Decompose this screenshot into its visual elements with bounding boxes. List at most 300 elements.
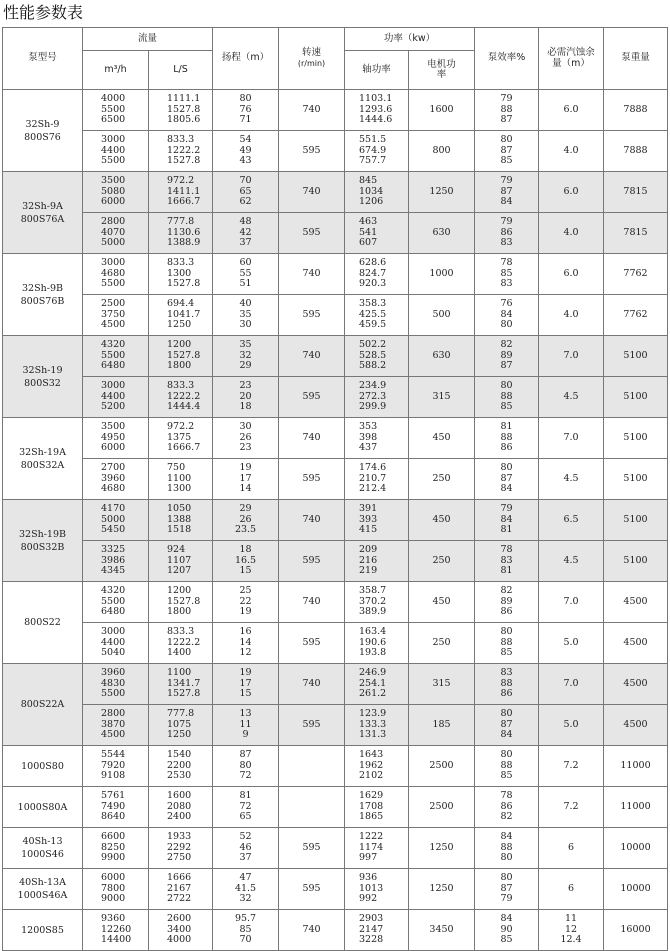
flow-m3h-cell-value: 6500: [101, 114, 126, 126]
npsh-cell: [539, 213, 604, 254]
head-cell-value: 15: [239, 565, 252, 577]
shaft-power-cell-value: 1034: [359, 185, 384, 197]
npsh-cell: [539, 459, 604, 500]
header-flow-m3h: m³/h: [83, 51, 149, 90]
shaft-power-cell-value: 437: [359, 442, 378, 454]
flow-ls-cell-value: 1527.8: [167, 155, 201, 167]
flow-m3h-cell-value: 4000: [101, 93, 126, 105]
pump-model-name: 800S32A: [20, 459, 65, 471]
head-cell-value: 71: [239, 114, 252, 126]
flow-ls-cell: [149, 90, 213, 131]
head-cell-value: 80: [239, 759, 252, 771]
shaft-power-cell-value: 1629: [359, 790, 384, 802]
motor-power-cell: 2500: [409, 746, 475, 787]
flow-ls-cell: [149, 213, 213, 254]
flow-ls-cell-value: 1411.1: [167, 185, 201, 197]
flow-ls-cell: [149, 582, 213, 623]
flow-ls-cell-value: 1933: [167, 831, 192, 843]
head-cell: [213, 828, 279, 869]
head-cell-value: 55: [239, 267, 252, 279]
efficiency-cell-value: 81: [500, 565, 513, 577]
shaft-power-cell: [345, 213, 409, 254]
shaft-power-cell-value: 272.3: [359, 390, 387, 402]
flow-ls-cell-value: 1800: [167, 606, 192, 618]
flow-m3h-cell-value: 4345: [101, 565, 126, 577]
flow-ls-cell-value: 1100: [167, 667, 192, 679]
table-row: [3, 213, 668, 254]
shaft-power-cell-value: 628.6: [359, 257, 387, 269]
head-cell-value: 40: [239, 298, 252, 310]
table-row: [3, 541, 668, 582]
npsh-cell: [539, 869, 604, 910]
table-row: [3, 172, 668, 213]
motor-power-cell: 250: [409, 459, 475, 500]
shaft-power-cell: [345, 172, 409, 213]
npsh-cell-value: 5.0: [563, 636, 579, 648]
head-cell: [213, 295, 279, 336]
head-cell-value: 95.7: [234, 913, 257, 925]
flow-m3h-cell: [83, 254, 149, 295]
npsh-cell-value: 7.0: [563, 349, 579, 361]
pump-model-name: 32Sh-9B: [22, 282, 63, 294]
head-cell-value: 30: [239, 421, 252, 433]
weight-cell: 7762: [604, 254, 668, 295]
npsh-cell-value: 4.0: [563, 308, 579, 320]
shaft-power-cell-value: 219: [359, 565, 378, 577]
flow-m3h-cell-value: 14400: [101, 934, 132, 946]
shaft-power-cell-value: 1865: [359, 811, 384, 823]
weight-cell: 7815: [604, 172, 668, 213]
head-cell-value: 26: [239, 431, 252, 443]
weight-cell: 4500: [604, 705, 668, 746]
header-flow: 流量: [83, 28, 213, 51]
weight-cell: 5100: [604, 377, 668, 418]
shaft-power-cell-value: 393: [359, 513, 378, 525]
shaft-power-cell-value: 234.9: [359, 380, 387, 392]
head-cell: [213, 869, 279, 910]
shaft-power-cell-value: 502.2: [359, 339, 387, 351]
npsh-cell: [539, 90, 604, 131]
flow-m3h-cell-value: 6480: [101, 360, 126, 372]
flow-m3h-cell-value: 3500: [101, 421, 126, 433]
table-row: [3, 418, 668, 459]
flow-m3h-cell: [83, 746, 149, 787]
flow-m3h-cell-value: 3325: [101, 544, 126, 556]
head-cell-value: 19: [239, 606, 252, 618]
flow-ls-cell-value: 1375: [167, 431, 192, 443]
npsh-cell: [539, 623, 604, 664]
efficiency-cell: [475, 500, 539, 541]
shaft-power-cell-value: 391: [359, 503, 378, 515]
flow-ls-cell: [149, 787, 213, 828]
head-cell: [213, 131, 279, 172]
shaft-power-cell: [345, 582, 409, 623]
flow-ls-cell-value: 1805.6: [167, 114, 201, 126]
shaft-power-cell-value: 299.9: [359, 401, 387, 413]
head-cell-value: 65: [239, 811, 252, 823]
pump-model: [3, 582, 83, 664]
speed-cell: 595: [279, 295, 345, 336]
flow-m3h-cell-value: 3000: [101, 257, 126, 269]
flow-ls-cell-value: 2530: [167, 770, 192, 782]
flow-m3h-cell-value: 7800: [101, 882, 126, 894]
npsh-cell-value: 11: [564, 913, 578, 925]
head-cell-value: 60: [239, 257, 252, 269]
shaft-power-cell: [345, 869, 409, 910]
flow-ls-cell-value: 833.3: [167, 257, 195, 269]
npsh-cell: [539, 500, 604, 541]
efficiency-cell-value: 88: [500, 103, 513, 115]
flow-m3h-cell-value: 4400: [101, 636, 126, 648]
efficiency-cell-value: 87: [500, 114, 513, 126]
shaft-power-cell-value: 353: [359, 421, 378, 433]
head-cell: [213, 541, 279, 582]
shaft-power-cell-value: 997: [359, 852, 378, 864]
npsh-cell: [539, 746, 604, 787]
shaft-power-cell-value: 541: [359, 226, 378, 238]
head-cell-value: 62: [239, 196, 252, 208]
shaft-power-cell-value: 992: [359, 893, 378, 905]
flow-ls-cell-value: 2292: [167, 841, 192, 853]
shaft-power-cell-value: 209: [359, 544, 378, 556]
head-cell-value: 23: [239, 380, 252, 392]
head-cell-value: 48: [239, 216, 252, 228]
shaft-power-cell-value: 190.6: [359, 636, 387, 648]
npsh-cell-value: 6.5: [563, 513, 579, 525]
flow-ls-cell: [149, 746, 213, 787]
flow-m3h-cell: [83, 664, 149, 705]
shaft-power-cell: [345, 910, 409, 951]
efficiency-cell-value: 86: [500, 442, 513, 454]
flow-m3h-cell: [83, 910, 149, 951]
speed-cell: 595: [279, 828, 345, 869]
efficiency-cell-value: 86: [500, 226, 513, 238]
npsh-cell: [539, 705, 604, 746]
shaft-power-cell-value: 133.3: [359, 718, 387, 730]
flow-m3h-cell-value: 6480: [101, 606, 126, 618]
flow-ls-cell-value: 1300: [167, 267, 192, 279]
efficiency-cell-value: 83: [500, 667, 513, 679]
shaft-power-cell-value: 1444.6: [359, 114, 393, 126]
weight-cell: 5100: [604, 459, 668, 500]
motor-power-cell: 1250: [409, 828, 475, 869]
pump-model-name: 1200S85: [21, 924, 64, 936]
motor-power-cell: 3450: [409, 910, 475, 951]
performance-table: [2, 27, 668, 951]
flow-m3h-cell-value: 3000: [101, 626, 126, 638]
pump-model: [3, 336, 83, 418]
efficiency-cell: [475, 910, 539, 951]
flow-ls-cell-value: 1041.7: [167, 308, 201, 320]
shaft-power-cell-value: 210.7: [359, 472, 387, 484]
flow-m3h-cell: [83, 541, 149, 582]
flow-ls-cell-value: 1388.9: [167, 237, 201, 249]
motor-power-cell: 185: [409, 705, 475, 746]
shaft-power-cell-value: 2102: [359, 770, 384, 782]
efficiency-cell-value: 80: [500, 708, 513, 720]
speed-cell: 595: [279, 869, 345, 910]
efficiency-cell-value: 87: [500, 144, 513, 156]
head-cell-value: 35: [239, 308, 252, 320]
shaft-power-cell: [345, 254, 409, 295]
npsh-cell-value: 6.0: [563, 267, 579, 279]
motor-power-cell: 250: [409, 623, 475, 664]
efficiency-cell: [475, 418, 539, 459]
head-cell-value: 80: [239, 93, 252, 105]
flow-m3h-cell-value: 5200: [101, 401, 126, 413]
speed-cell: 595: [279, 377, 345, 418]
flow-ls-cell-value: 1527.8: [167, 595, 201, 607]
efficiency-cell-value: 87: [500, 718, 513, 730]
header-flow-ls: L/S: [149, 51, 213, 90]
flow-m3h-cell: [83, 377, 149, 418]
shaft-power-cell-value: 358.7: [359, 585, 387, 597]
efficiency-cell-value: 78: [500, 544, 513, 556]
flow-m3h-cell-value: 6000: [101, 872, 126, 884]
efficiency-cell-value: 87: [500, 185, 513, 197]
efficiency-cell: [475, 787, 539, 828]
efficiency-cell-value: 82: [500, 339, 513, 351]
motor-power-cell: 2500: [409, 787, 475, 828]
npsh-cell: [539, 910, 604, 951]
shaft-power-cell-value: 528.5: [359, 349, 387, 361]
head-cell-value: 49: [239, 144, 252, 156]
head-cell: [213, 172, 279, 213]
head-cell: [213, 213, 279, 254]
flow-m3h-cell-value: 9360: [101, 913, 126, 925]
table-row: [3, 459, 668, 500]
motor-power-cell: 250: [409, 541, 475, 582]
flow-m3h-cell: [83, 705, 149, 746]
flow-m3h-cell-value: 5500: [101, 688, 126, 700]
head-cell-value: 30: [239, 319, 252, 331]
flow-ls-cell-value: 972.2: [167, 421, 195, 433]
head-cell-value: 81: [239, 790, 252, 802]
flow-ls-cell-value: 1100: [167, 472, 192, 484]
head-cell-value: 15: [239, 688, 252, 700]
speed-cell: 740: [279, 254, 345, 295]
flow-m3h-cell-value: 5500: [101, 595, 126, 607]
efficiency-cell: [475, 869, 539, 910]
shaft-power-cell-value: 845: [359, 175, 378, 187]
flow-m3h-cell-value: 3960: [101, 667, 126, 679]
pump-model-name: 1000S80A: [17, 801, 68, 813]
npsh-cell-value: 6.0: [563, 103, 579, 115]
flow-m3h-cell-value: 6000: [101, 196, 126, 208]
flow-ls-cell-value: 1075: [167, 718, 192, 730]
head-cell-value: 26: [239, 513, 252, 525]
efficiency-cell: [475, 131, 539, 172]
efficiency-cell-value: 88: [500, 841, 513, 853]
flow-m3h-cell-value: 4400: [101, 390, 126, 402]
efficiency-cell-value: 88: [500, 390, 513, 402]
pump-model: [3, 90, 83, 172]
weight-cell: 5100: [604, 541, 668, 582]
head-cell-value: 16.5: [234, 554, 257, 566]
shaft-power-cell-value: 551.5: [359, 134, 387, 146]
flow-m3h-cell-value: 3500: [101, 175, 126, 187]
head-cell-value: 23.5: [234, 524, 257, 536]
flow-m3h-cell-value: 3000: [101, 134, 126, 146]
speed-cell: 740: [279, 418, 345, 459]
flow-m3h-cell: [83, 172, 149, 213]
flow-m3h-cell-value: 4950: [101, 431, 126, 443]
pump-model: [3, 910, 83, 951]
header-motor-power: 电机功率: [409, 51, 475, 90]
head-cell: [213, 254, 279, 295]
speed-cell: 595: [279, 705, 345, 746]
pump-model: [3, 787, 83, 828]
flow-ls-cell-value: 1400: [167, 647, 192, 659]
shaft-power-cell-value: 398: [359, 431, 378, 443]
shaft-power-cell-value: 936: [359, 872, 378, 884]
efficiency-cell-value: 80: [500, 852, 513, 864]
shaft-power-cell-value: 216: [359, 554, 378, 566]
head-cell-value: 72: [239, 770, 252, 782]
pump-model-name: 32Sh-19: [22, 364, 63, 376]
efficiency-cell-value: 87: [500, 360, 513, 372]
shaft-power-cell-value: 246.9: [359, 667, 387, 679]
head-cell-value: 9: [242, 729, 249, 741]
efficiency-cell: [475, 377, 539, 418]
head-cell-value: 29: [239, 360, 252, 372]
table-row: [3, 828, 668, 869]
header-head: 扬程（m）: [213, 28, 279, 90]
table-row: [3, 582, 668, 623]
pump-model: [3, 664, 83, 746]
flow-ls-cell-value: 1388: [167, 513, 192, 525]
flow-m3h-cell: [83, 90, 149, 131]
efficiency-cell-value: 80: [500, 319, 513, 331]
npsh-cell: [539, 582, 604, 623]
head-cell: [213, 623, 279, 664]
efficiency-cell-value: 87: [500, 882, 513, 894]
weight-cell: 10000: [604, 828, 668, 869]
shaft-power-cell-value: 358.3: [359, 298, 387, 310]
npsh-cell-value: 7.0: [563, 677, 579, 689]
npsh-cell-value: 6: [567, 882, 575, 894]
head-cell-value: 37: [239, 852, 252, 864]
speed-cell: [279, 746, 345, 787]
table-row: [3, 910, 668, 951]
speed-cell: 740: [279, 582, 345, 623]
flow-ls-cell-value: 4000: [167, 934, 192, 946]
head-cell-value: 19: [239, 462, 252, 474]
flow-ls-cell: [149, 131, 213, 172]
flow-m3h-cell: [83, 213, 149, 254]
npsh-cell-value: 5.0: [563, 718, 579, 730]
efficiency-cell-value: 84: [500, 196, 513, 208]
flow-m3h-cell-value: 2800: [101, 216, 126, 228]
shaft-power-cell-value: 1222: [359, 831, 384, 843]
flow-m3h-cell-value: 7490: [101, 800, 126, 812]
motor-power-cell: 450: [409, 418, 475, 459]
shaft-power-cell-value: 1962: [359, 759, 384, 771]
weight-cell: 10000: [604, 869, 668, 910]
table-header: [3, 28, 668, 90]
motor-power-cell: 1000: [409, 254, 475, 295]
flow-ls-cell-value: 1207: [167, 565, 192, 577]
efficiency-cell-value: 81: [500, 421, 513, 433]
shaft-power-cell-value: 2903: [359, 913, 384, 925]
flow-m3h-cell-value: 5450: [101, 524, 126, 536]
head-cell-value: 18: [239, 544, 252, 556]
shaft-power-cell: [345, 336, 409, 377]
npsh-cell-value: 7.0: [563, 431, 579, 443]
shaft-power-cell-value: 3228: [359, 934, 384, 946]
flow-ls-cell-value: 1600: [167, 790, 192, 802]
shaft-power-cell-value: 1206: [359, 196, 384, 208]
npsh-cell: [539, 377, 604, 418]
flow-ls-cell-value: 1666.7: [167, 196, 201, 208]
shaft-power-cell-value: 1643: [359, 749, 384, 761]
efficiency-cell-value: 88: [500, 636, 513, 648]
motor-power-cell: 630: [409, 336, 475, 377]
shaft-power-cell: [345, 705, 409, 746]
head-cell: [213, 90, 279, 131]
flow-m3h-cell-value: 4680: [101, 267, 126, 279]
table-row: [3, 500, 668, 541]
head-cell-value: 72: [239, 800, 252, 812]
flow-m3h-cell-value: 8640: [101, 811, 126, 823]
flow-m3h-cell-value: 3960: [101, 472, 126, 484]
npsh-cell-value: 4.0: [563, 226, 579, 238]
flow-ls-cell-value: 777.8: [167, 708, 195, 720]
efficiency-cell: [475, 623, 539, 664]
efficiency-cell-value: 90: [500, 923, 513, 935]
header-weight: 泵重量: [604, 28, 668, 90]
weight-cell: 16000: [604, 910, 668, 951]
flow-ls-cell: [149, 336, 213, 377]
weight-cell: 5100: [604, 336, 668, 377]
flow-ls-cell-value: 2600: [167, 913, 192, 925]
flow-ls-cell-value: 1250: [167, 729, 192, 741]
efficiency-cell-value: 80: [500, 626, 513, 638]
motor-power-cell: 500: [409, 295, 475, 336]
flow-ls-cell: [149, 500, 213, 541]
table-row: [3, 787, 668, 828]
efficiency-cell-value: 84: [500, 513, 513, 525]
table-row: [3, 90, 668, 131]
flow-m3h-cell-value: 4170: [101, 503, 126, 515]
flow-m3h-cell-value: 3000: [101, 380, 126, 392]
weight-cell: 7888: [604, 90, 668, 131]
shaft-power-cell-value: 1708: [359, 800, 384, 812]
motor-power-cell: 1250: [409, 869, 475, 910]
shaft-power-cell-value: 163.4: [359, 626, 387, 638]
table-row: [3, 336, 668, 377]
npsh-cell: [539, 295, 604, 336]
header-speed-label: 转速: [302, 47, 322, 58]
flow-ls-cell-value: 1111.1: [167, 93, 201, 105]
npsh-cell-value: 4.0: [563, 144, 579, 156]
weight-cell: 4500: [604, 623, 668, 664]
pump-model-name: 32Sh-19A: [19, 446, 66, 458]
head-cell: [213, 336, 279, 377]
head-cell-value: 11: [239, 718, 252, 730]
head-cell-value: 47: [239, 872, 252, 884]
flow-ls-cell-value: 1518: [167, 524, 192, 536]
efficiency-cell-value: 86: [500, 606, 513, 618]
pump-model-name: 800S32: [24, 377, 61, 389]
shaft-power-cell: [345, 377, 409, 418]
flow-m3h-cell-value: 3986: [101, 554, 126, 566]
npsh-cell-value: 7.0: [563, 595, 579, 607]
table-row: [3, 131, 668, 172]
flow-m3h-cell-value: 5761: [101, 790, 126, 802]
flow-ls-cell: [149, 869, 213, 910]
efficiency-cell: [475, 705, 539, 746]
